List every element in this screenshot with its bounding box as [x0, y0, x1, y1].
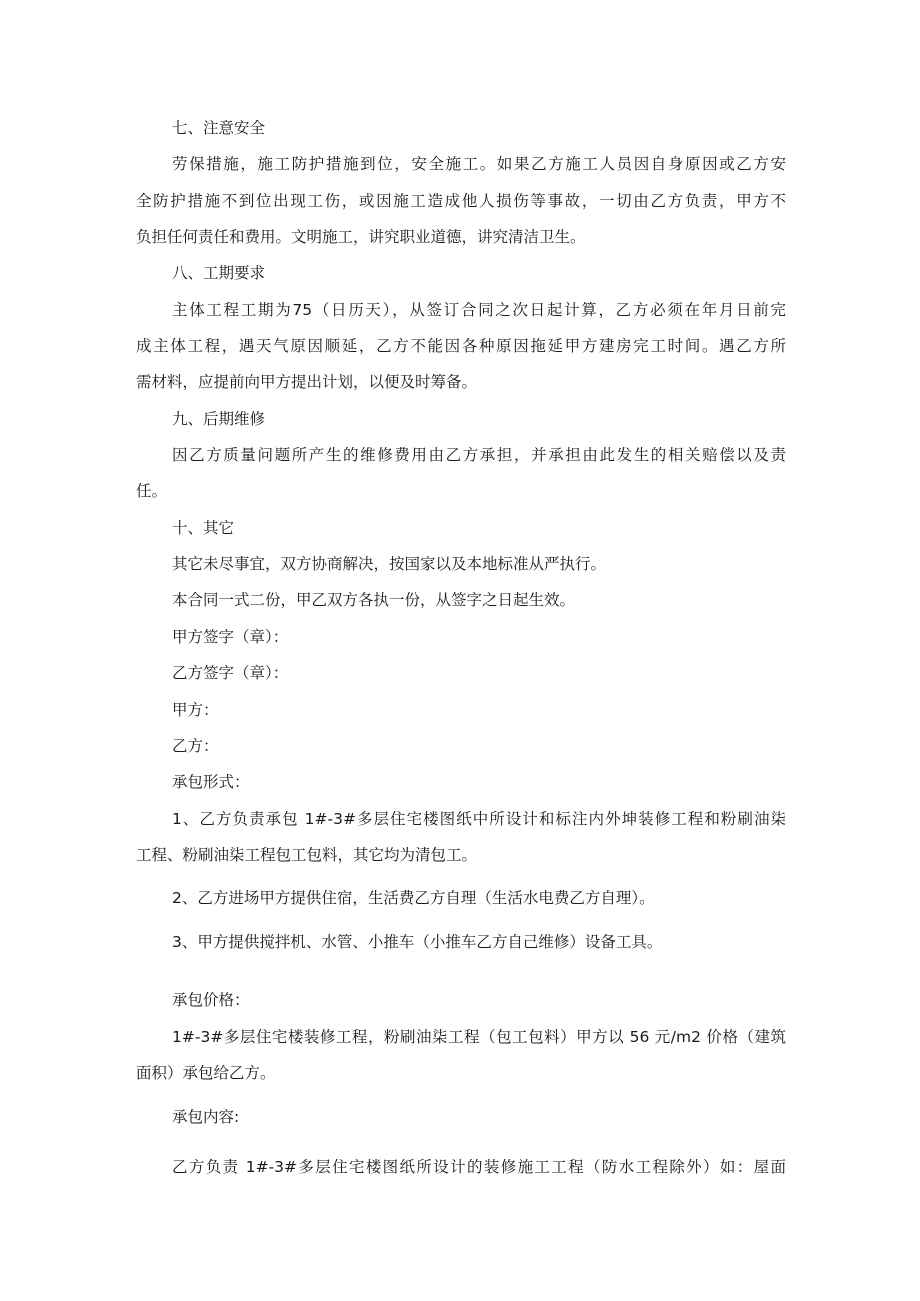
paragraph-maintenance-line-2: 任。: [136, 482, 168, 500]
party-a-label: 甲方：: [172, 701, 219, 719]
paragraph-safety-line-2: 全防护措施不到位出现工伤，或因施工造成他人损伤等事故，一切由乙方负责，甲方不: [136, 192, 786, 210]
paragraph-maintenance-line-1: 因乙方质量问题所产生的维修费用由乙方承担，并承担由此发生的相关赔偿以及责: [172, 446, 786, 464]
party-b-label: 乙方：: [172, 737, 219, 755]
contract-form-item-3: 3、甲方提供搅拌机、水管、小推车（小推车乙方自己维修）设备工具。: [172, 933, 663, 951]
heading-contract-price: 承包价格：: [172, 991, 250, 1009]
heading-schedule: 八、工期要求: [172, 264, 266, 282]
paragraph-other-matters: 其它未尽事宜，双方协商解决，按国家以及本地标准从严执行。: [172, 555, 607, 573]
paragraph-content-line-1: 乙方负责 1#-3#多层住宅楼图纸所设计的装修施工工程（防水工程除外）如：屋面: [172, 1158, 786, 1176]
paragraph-price-line-1: 1#-3#多层住宅楼装修工程，粉刷油柒工程（包工包料）甲方以 56 元/m2 价格（建筑: [172, 1028, 786, 1046]
signature-party-b: 乙方签字（章）：: [172, 664, 289, 682]
contract-form-item-1-line-1: 1、乙方负责承包 1#-3#多层住宅楼图纸中所设计和标注内外坤装修工程和粉刷油柒: [172, 810, 786, 828]
paragraph-schedule-line-3: 需材料，应提前向甲方提出计划，以便及时筹备。: [136, 373, 478, 391]
paragraph-schedule-line-1: 主体工程工期为75（日历天），从签订合同之次日起计算，乙方必须在年月日前完: [172, 301, 786, 319]
paragraph-safety-line-3: 负担任何责任和费用。文明施工，讲究职业道德，讲究清洁卫生。: [136, 228, 586, 246]
heading-other: 十、其它: [172, 519, 235, 537]
contract-form-item-1-line-2: 工程、粉刷油柒工程包工包料，其它均为清包工。: [136, 846, 478, 864]
heading-contract-content: 承包内容:: [172, 1108, 240, 1126]
heading-maintenance: 九、后期维修: [172, 410, 266, 428]
paragraph-schedule-line-2: 成主体工程，遇天气原因顺延，乙方不能因各种原因拖延甲方建房完工时间。遇乙方所: [136, 337, 786, 355]
signature-party-a: 甲方签字（章）：: [172, 628, 289, 646]
paragraph-price-line-2: 面积）承包给乙方。: [136, 1064, 276, 1082]
contract-form-item-2: 2、乙方进场甲方提供住宿，生活费乙方自理（生活水电费乙方自理）。: [172, 889, 655, 907]
paragraph-copies: 本合同一式二份，甲乙双方各执一份，从签字之日起生效。: [172, 591, 576, 609]
heading-contract-form: 承包形式：: [172, 773, 250, 791]
heading-safety: 七、注意安全: [172, 119, 266, 137]
paragraph-safety-line-1: 劳保措施，施工防护措施到位，安全施工。如果乙方施工人员因自身原因或乙方安: [172, 155, 786, 173]
